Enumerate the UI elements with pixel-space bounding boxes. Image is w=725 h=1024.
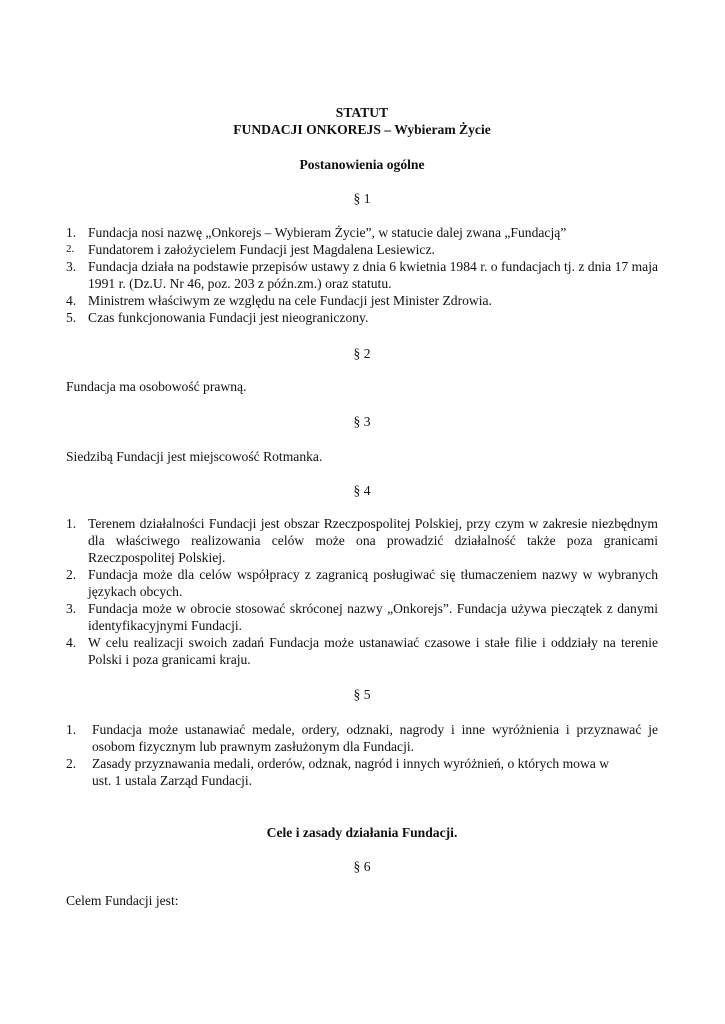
list-item bbox=[66, 515, 658, 566]
list-item bbox=[66, 721, 658, 755]
item-text: Fundatorem i założycielem Fundacji jest Magdalena Lesiewicz. bbox=[88, 242, 435, 257]
paragraph-4-list bbox=[66, 515, 658, 668]
item-number: 1. bbox=[66, 722, 77, 737]
paragraph-mark-4: § 4 bbox=[353, 483, 371, 498]
paragraph-mark-3: § 3 bbox=[353, 414, 371, 429]
list-item bbox=[66, 634, 658, 668]
item-number: 2. bbox=[66, 756, 77, 771]
list-item bbox=[66, 309, 658, 326]
section-heading-goals: Cele i zasady działania Fundacji. bbox=[266, 825, 458, 840]
item-number: 4. bbox=[66, 635, 77, 650]
item-text: W celu realizacji swoich zadań Fundacja może ustanawiać czasowe i stałe filie i oddziały na terenie Polski i poza granicami kraju. bbox=[88, 635, 658, 667]
paragraph-mark-2: § 2 bbox=[353, 346, 371, 361]
item-number: 1. bbox=[66, 225, 77, 240]
item-number: 5. bbox=[66, 310, 77, 325]
list-item bbox=[66, 241, 658, 258]
paragraph-5-list bbox=[66, 721, 658, 789]
item-number: 2. bbox=[66, 243, 75, 255]
item-text: Zasady przyznawania medali, orderów, odznak, nagród i innych wyróżnień, o których mowa w ust. 1 ustala Zarząd Fundacji. bbox=[92, 756, 610, 788]
item-text: Ministrem właściwym ze względu na cele Fundacji jest Minister Zdrowia. bbox=[88, 293, 492, 308]
item-text: Fundacja działa na podstawie przepisów ustawy z dnia 6 kwietnia 1984 r. o fundacjach tj. z dnia 17 maja 1991 r. (Dz.U. Nr 46, poz. 203 z późn.zm.) oraz statutu. bbox=[88, 259, 659, 291]
paragraph-mark-6: § 6 bbox=[353, 859, 371, 874]
item-text: Fundacja nosi nazwę „Onkorejs – Wybieram Życie”, w statucie dalej zwana „Fundacją” bbox=[88, 225, 567, 240]
item-number: 1. bbox=[66, 516, 77, 531]
paragraph-mark-5: § 5 bbox=[353, 687, 371, 702]
list-item bbox=[66, 600, 658, 634]
list-item bbox=[66, 258, 658, 292]
item-text: Fundacja może w obrocie stosować skróconej nazwy „Onkorejs”. Fundacja używa pieczątek z danymi identyfikacyjnymi Fundacji. bbox=[88, 601, 658, 633]
item-text: Terenem działalności Fundacji jest obszar Rzeczpospolitej Polskiej, przy czym w zakresie niezbędnym dla właściwego realizowania celów może ona prowadzić działalność także poza granicami Rzeczpospolitej Polskiej. bbox=[88, 516, 658, 565]
paragraph-6-text: Celem Fundacji jest: bbox=[66, 893, 179, 908]
document-subtitle: FUNDACJI ONKOREJS – Wybieram Życie bbox=[233, 122, 491, 137]
item-number: 4. bbox=[66, 293, 77, 308]
list-item bbox=[66, 566, 658, 600]
paragraph-1-list bbox=[66, 224, 658, 326]
item-text: Fundacja może ustanawiać medale, ordery, odznaki, nagrody i inne wyróżnienia i przyznawać je osobom fizycznym lub prawnym zasłużonym dla Fundacji. bbox=[92, 722, 658, 754]
document-title: STATUT bbox=[335, 105, 389, 120]
item-text: Fundacja może dla celów współpracy z zagranicą posługiwać się tłumaczeniem nazwy w wybranych językach obcych. bbox=[88, 567, 658, 599]
paragraph-3-text: Siedzibą Fundacji jest miejscowość Rotmanka. bbox=[66, 449, 323, 464]
list-item bbox=[66, 224, 658, 241]
section-heading-general: Postanowienia ogólne bbox=[299, 157, 425, 172]
list-item bbox=[66, 292, 658, 309]
item-text: Czas funkcjonowania Fundacji jest nieograniczony. bbox=[88, 310, 369, 325]
list-item bbox=[66, 755, 658, 789]
paragraph-mark-1: § 1 bbox=[353, 191, 371, 206]
item-number: 3. bbox=[66, 601, 77, 616]
item-number: 2. bbox=[66, 567, 77, 582]
item-number: 3. bbox=[66, 259, 77, 274]
paragraph-2-text: Fundacja ma osobowość prawną. bbox=[66, 379, 247, 394]
